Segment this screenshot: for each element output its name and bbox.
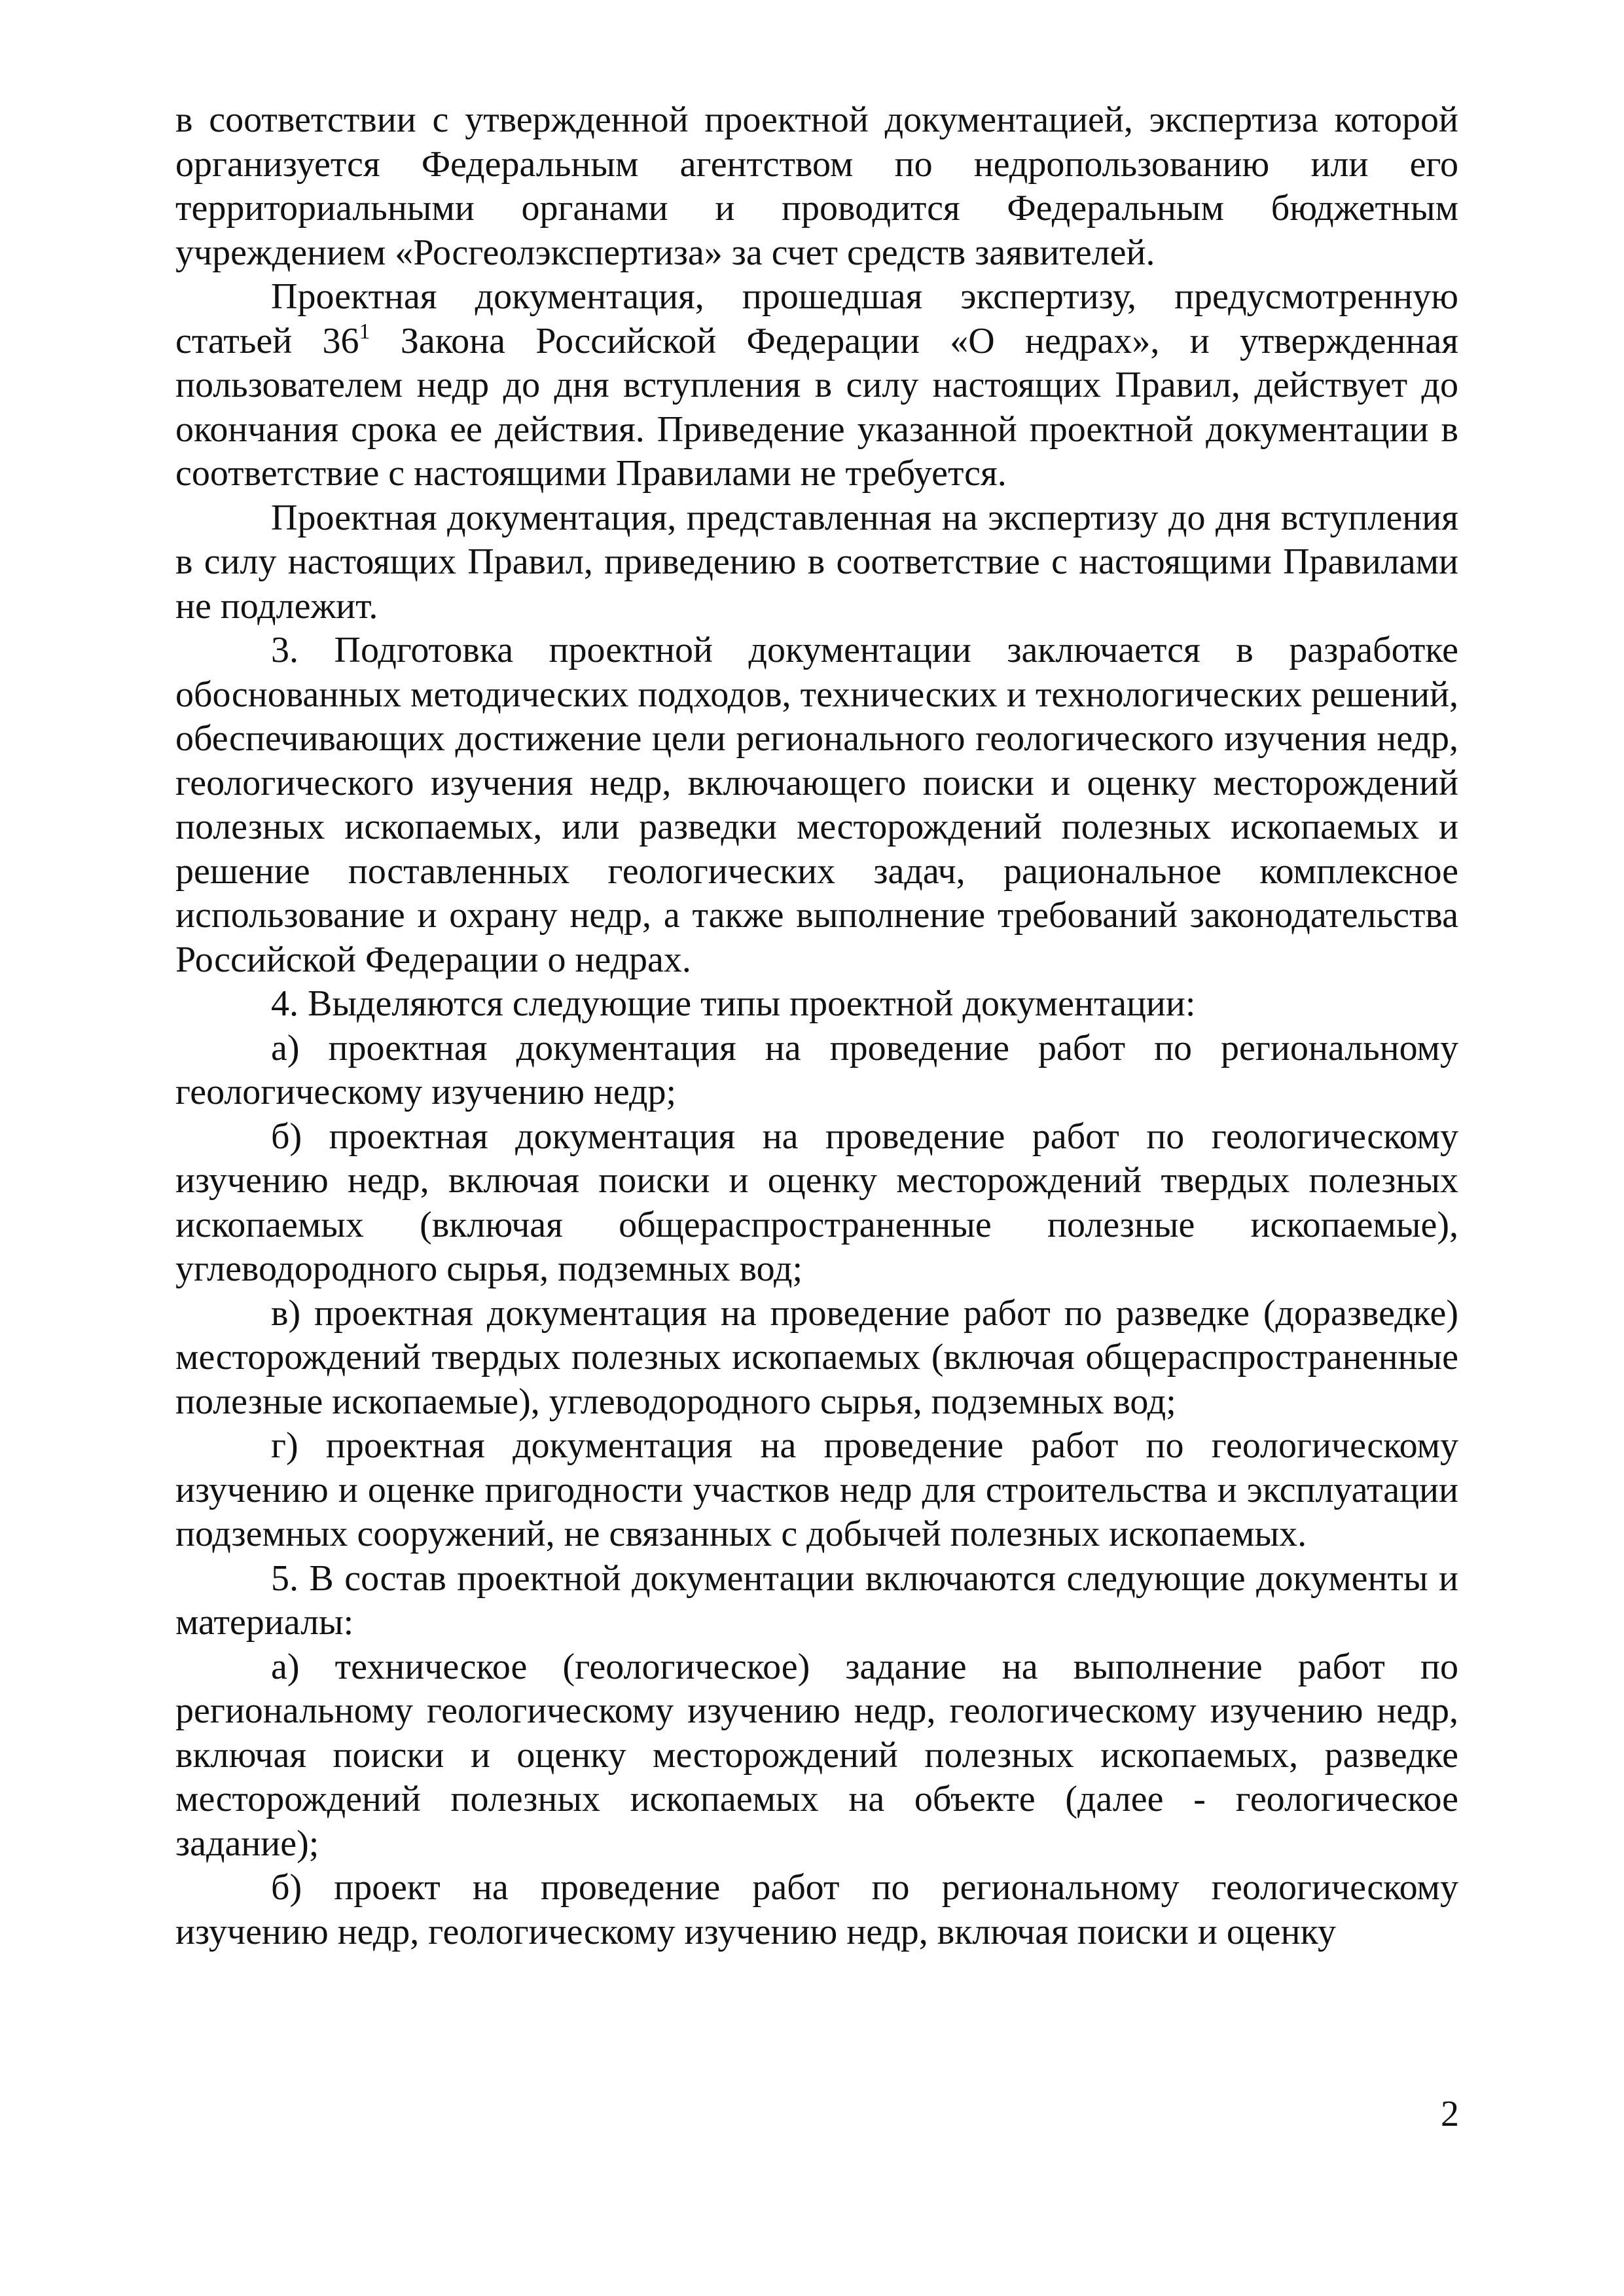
- document-page: [175, 98, 1458, 1954]
- clause-3: 3. Подготовка проектной документации заключается в разработке обоснованных методических подходов, технических и технологических решений, обеспечивающих достижение цели регионального геологического изучения недр, геологического изучения недр, включающего поиски и оценку месторождений полезных ископаемых, или разведки месторождений полезных ископаемых и решение поставленных геологических задач, рациональное комплексное использование и охрану недр, а также выполнение требований законодательства Российской Федерации о недрах.: [175, 630, 1458, 980]
- clause-4-item-v: в) проектная документация на проведение работ по разведке (доразведке) месторождений твердых полезных ископаемых (включая общераспространенные полезные ископаемые), углеводородного сырья, подземных вод;: [175, 1292, 1458, 1422]
- clause-4: 4. Выделяются следующие типы проектной документации:: [271, 983, 1196, 1024]
- clause-4-item-b: б) проектная документация на проведение работ по геологическому изучению недр, включая поиски и оценку месторождений твердых полезных ископаемых (включая общераспространенные полезные ископаемые), углеводородного сырья, подземных вод;: [175, 1116, 1458, 1289]
- paragraph-3: Проектная документация, представленная на экспертизу до дня вступления в силу настоящих Правил, приведению в соответствие с настоящими Правилами не подлежит.: [175, 497, 1458, 627]
- paragraph-2-text-after: Закона Российской Федерации «О недрах», и утвержденная пользователем недр до дня вступления в силу настоящих Правил, действует до окончания срока ее действия. Приведение указанной проектной документации в соответствие с настоящими Правилами не требуется.: [175, 320, 1458, 494]
- paragraph-2: [175, 275, 1458, 496]
- clause-5-item-b: б) проект на проведение работ по региональному геологическому изучению недр, геологическому изучению недр, включая поиски и оценку: [175, 1867, 1458, 1952]
- paragraph-2-text-before: Проектная документация, прошедшая экспертизу, предусмотренную статьей 36: [175, 276, 1458, 361]
- clause-5: 5. В состав проектной документации включаются следующие документы и материалы:: [175, 1558, 1458, 1643]
- clause-4-item-a: а) проектная документация на проведение работ по региональному геологическому изучению недр;: [175, 1027, 1458, 1112]
- paragraph-1: в соответствии с утвержденной проектной документацией, экспертиза которой организуется Федеральным агентством по недропользованию или его территориальными органами и проводится Федеральным бюджетным учреждением «Росгеолэкспертиза» за счет средств заявителей.: [175, 100, 1458, 273]
- clause-4-item-g: г) проектная документация на проведение работ по геологическому изучению и оценке пригодности участков недр для строительства и эксплуатации подземных сооружений, не связанных с добычей полезных ископаемых.: [175, 1425, 1458, 1554]
- article-superscript: 1: [359, 319, 370, 344]
- clause-5-item-a: а) техническое (геологическое) задание на выполнение работ по региональному геологическому изучению недр, геологическому изучению недр, включая поиски и оценку месторождений полезных ископаемых, разведке месторождений полезных ископаемых на объекте (далее - геологическое задание);: [175, 1646, 1458, 1864]
- page-number: 2: [1441, 2094, 1459, 2134]
